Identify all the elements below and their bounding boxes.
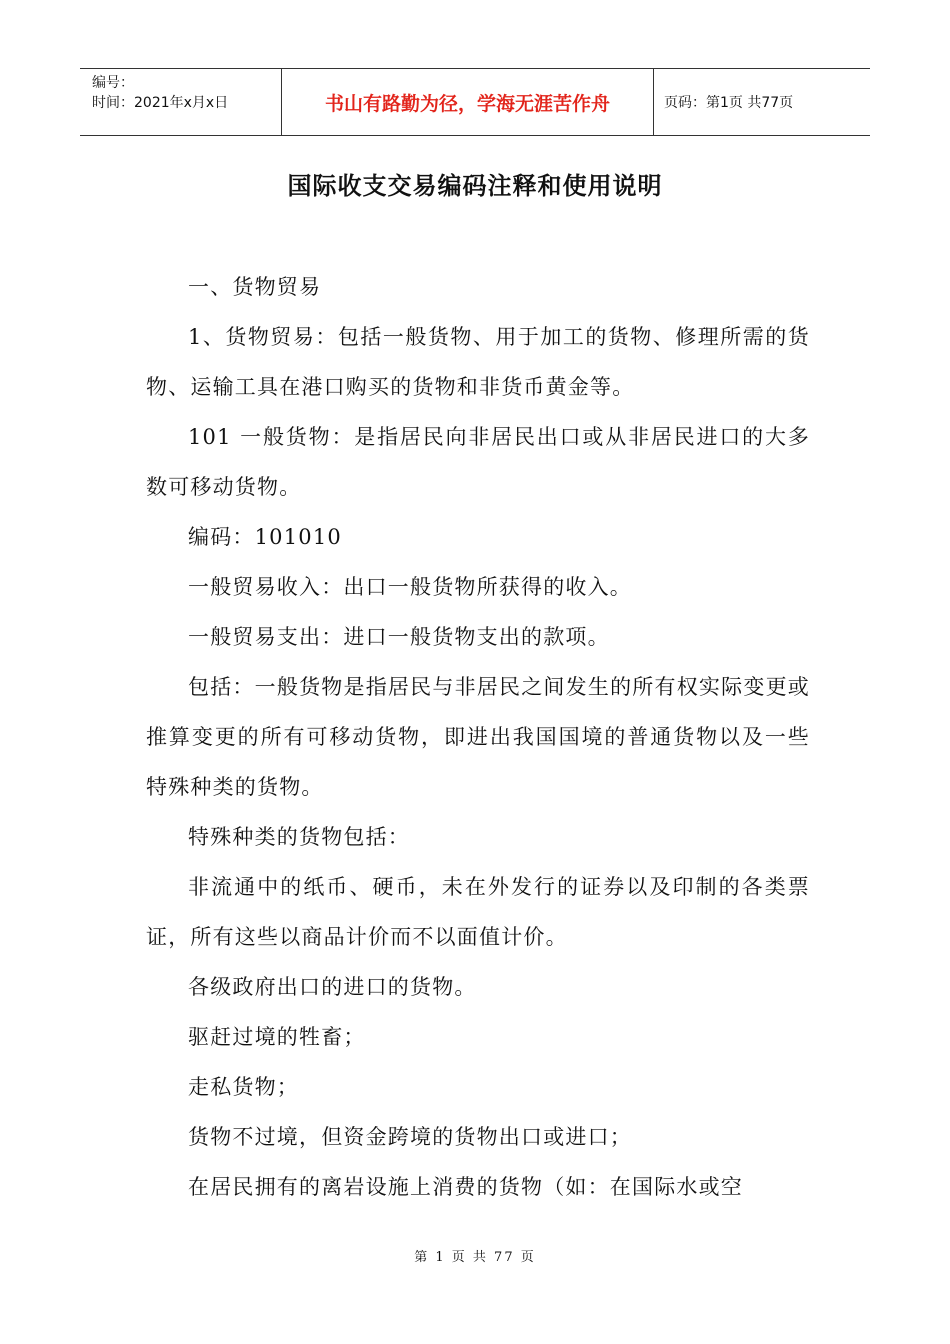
page-header	[80, 68, 870, 136]
header-time-label: 时间：2021年x月x日	[92, 95, 229, 111]
paragraph: 货物不过境，但资金跨境的货物出口或进口；	[188, 1125, 632, 1149]
paragraph: 编码：101010	[188, 525, 342, 549]
paragraph: 特殊种类的货物包括：	[188, 825, 410, 849]
paragraph: 走私货物；	[188, 1075, 299, 1099]
paragraph: 101 一般货物：是指居民向非居民出口或从非居民进口的大多数可移动货物。	[146, 425, 810, 499]
paragraph: 1、货物贸易：包括一般货物、用于加工的货物、修理所需的货物、运输工具在港口购买的货物和非货币黄金等。	[146, 325, 810, 399]
paragraph: 各级政府出口的进口的货物。	[188, 975, 477, 999]
paragraph: 在居民拥有的离岩设施上消费的货物（如：在国际水或空	[188, 1175, 743, 1199]
paragraph: 非流通中的纸币、硬币，未在外发行的证券以及印制的各类票证，所有这些以商品计价而不以面值计价。	[146, 875, 810, 949]
paragraph: 驱赶过境的牲畜；	[188, 1025, 366, 1049]
section-heading: 一、货物贸易	[188, 275, 322, 299]
paragraph: 一般贸易收入：出口一般货物所获得的收入。	[188, 575, 632, 599]
paragraph: 包括：一般货物是指居民与非居民之间发生的所有权实际变更或推算变更的所有可移动货物，即进出我国国境的普通货物以及一些特殊种类的货物。	[146, 675, 810, 799]
page-footer: 第 1 页 共 77 页	[414, 1250, 536, 1265]
header-motto: 书山有路勤为径，学海无涯苦作舟	[282, 69, 654, 135]
header-number-label: 编号：	[92, 75, 134, 91]
header-page-info: 页码：第1页 共77页	[664, 95, 794, 111]
document-body	[146, 262, 810, 1212]
paragraph: 一般贸易支出：进口一般货物支出的款项。	[188, 625, 610, 649]
document-title: 国际收支交易编码注释和使用说明	[287, 172, 663, 200]
header-meta	[80, 69, 282, 135]
